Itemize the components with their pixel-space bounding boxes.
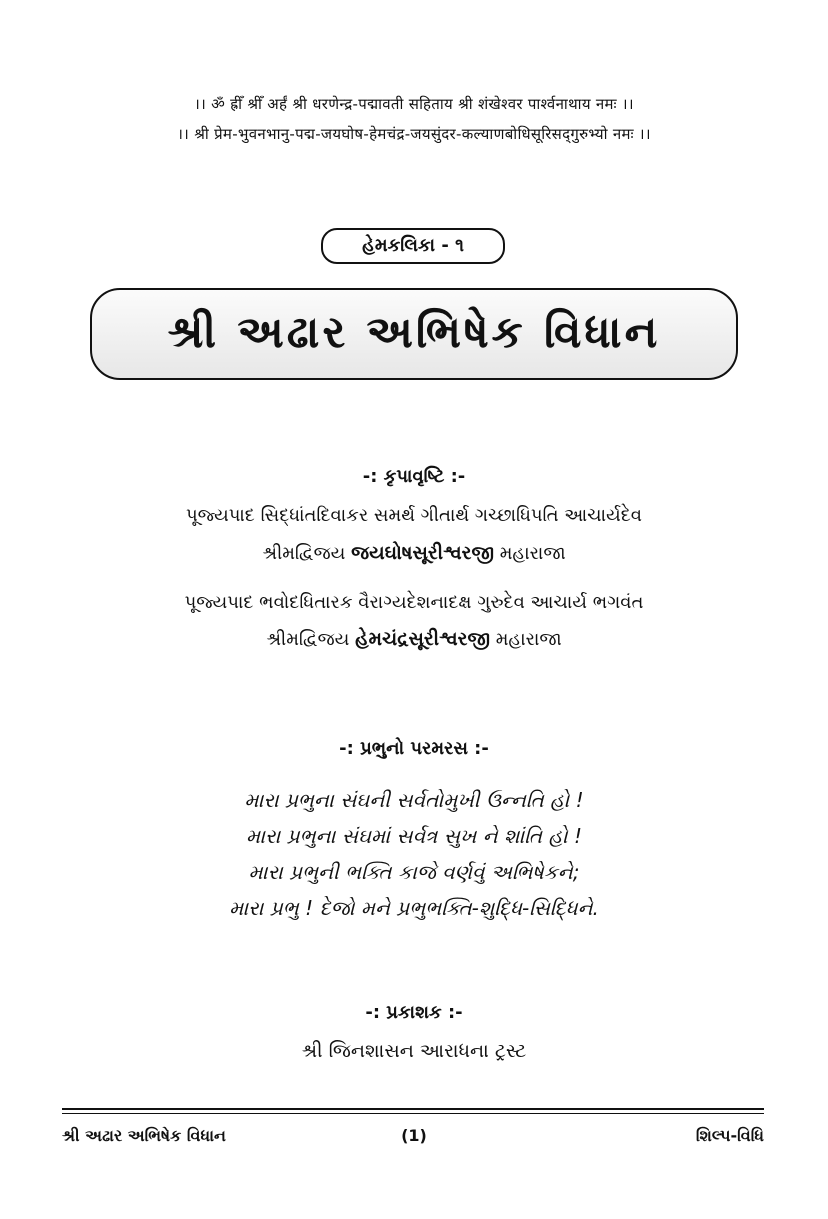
publisher-heading: -: પ્રકાશક :- (365, 1002, 463, 1023)
blessing-line-2-prefix: શ્રીમદ્વિજય (262, 543, 352, 564)
blessing-heading: -: કૃપાવૃષ્ટિ :- (362, 466, 466, 487)
invocation-line-2: ।। श्री प्रेम-भुवनभानु-पद्म-जयघोष-हेमचंद्र-जयसुंदर-कल्याणबोधिसूरिसद्‌गुरुभ्यो नमः ।। (177, 125, 651, 143)
footer-book-title: શ્રી અઢાર અભિષેક વિધાન (62, 1126, 226, 1145)
footer-rule-thin (62, 1113, 764, 1114)
blessing-line-4-prefix: શ્રીમદ્વિજય (266, 629, 356, 650)
page-number: (1) (401, 1126, 427, 1145)
footer-series-name: શિલ્પ-વિધિ (695, 1126, 764, 1145)
blessing-line-1: પૂજ્યપાદ સિદ્ધાંતદિવાકર સમર્થ ગીતાર્થ ગચ્છાધિપતિ આચાર્યદેવ (186, 505, 642, 526)
page-title: શ્રી અઢાર અભિષેક વિધાન (90, 288, 738, 380)
verse-line: મારા પ્રભુના સંઘમાં સર્વત્ર સુખ ને શાંતિ હો ! (245, 824, 583, 848)
blessing-line-4-suffix: મહારાજા (490, 629, 562, 650)
acharya-name-2: હેમચંદ્રસૂરીશ્વરજી (355, 628, 490, 650)
blessing-line-2 (0, 542, 828, 564)
publisher-name: શ્રી જિનશાસન આરાધના ટ્રસ્ટ (301, 1040, 527, 1062)
acharya-name-1: જયઘોષસૂરીશ્વરજી (351, 542, 494, 564)
footer-rule (62, 1108, 764, 1110)
prayer-heading: -: પ્રભુનો પરમરસ :- (339, 738, 489, 759)
blessing-line-4 (0, 628, 828, 650)
blessing-line-3: પૂજ્યપાદ ભવોદધિતારક વૈરાગ્યદેશનાદક્ષ ગુરુદેવ આચાર્ય ભગવંત (184, 592, 644, 613)
verse-line: મારા પ્રભુની ભક્તિ કાજે વર્ણવું અભિષેકને; (248, 860, 580, 884)
blessing-line-2-suffix: મહારાજા (493, 543, 566, 564)
invocation-line-1: ।। ॐ ह्रीँ श्रीँ अर्हं श्री धरणेन्द्र-पद्मावती सहिताय श्री शंखेश्वर पार्श्वनाथाय नमः ।। (194, 95, 634, 113)
verse-line: મારા પ્રભુ ! દેજો મને પ્રભુભક્તિ-શુદ્ધિ-સિદ્ધિને. (229, 896, 599, 920)
verse-line: મારા પ્રભુના સંઘની સર્વતોમુખી ઉન્નતિ હો ! (244, 788, 584, 812)
series-badge: હેમકલિકા - ૧ (321, 228, 505, 264)
